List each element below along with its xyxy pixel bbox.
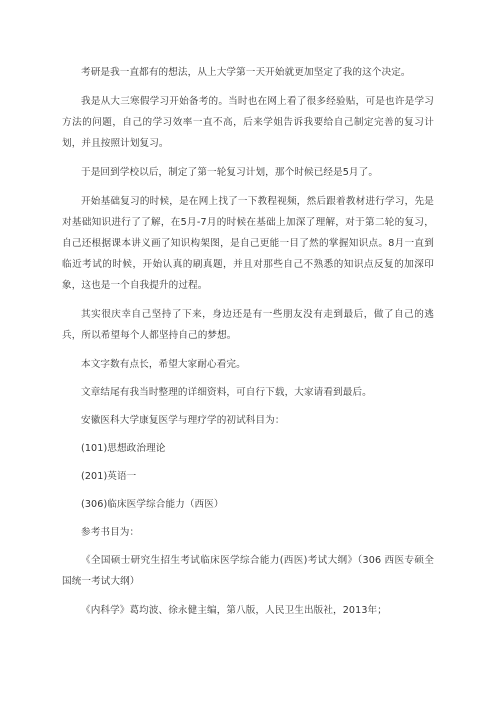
- paragraph-persistence: 其实很庆幸自己坚持了下来，身边还是有一些朋友没有走到最后，做了自己的逃兵，所以希望每个人都坚持自己的梦想。: [62, 309, 434, 341]
- paragraph-reference-syllabus: 《全国硕士研究生招生考试临床医学综合能力(西医)考试大纲》（306 西医专硕全国统一考试大纲）: [62, 555, 434, 587]
- document-page: [62, 62, 434, 629]
- paragraph-references-heading: 参考书目为：: [81, 527, 140, 538]
- paragraph-first-plan: 于是回到学校以后，制定了第一轮复习计划，那个时候已经是5月了。: [81, 167, 379, 178]
- paragraph-subject-english: (201)英语一: [81, 471, 137, 482]
- paragraph-start-prep: 我是从大三寒假学习开始备考的。当时也在网上看了很多经验贴，可是也许是学习方法的问题，自己的学习效率一直不高，后来学姐告诉我要给自己制定完善的复习计划，并且按照计划复习。: [62, 96, 434, 149]
- paragraph-intro: 考研是我一直都有的想法，从上大学第一天开始就更加坚定了我的这个决定。: [81, 67, 411, 78]
- paragraph-subject-medicine: (306)临床医学综合能力（西医）: [81, 499, 224, 510]
- paragraph-subjects-heading: 安徽医科大学康复医学与理疗学的初试科目为：: [81, 415, 285, 426]
- paragraph-note-length: 本文字数有点长，希望大家耐心看完。: [81, 359, 246, 370]
- paragraph-subject-politics: (101)思想政治理论: [81, 443, 166, 454]
- paragraph-basic-review: 开始基础复习的时候，是在网上找了一下教程视频，然后跟着教材进行学习，先是对基础知识进行了了解，在5月-7月的时候在基础上加深了理解，对于第二轮的复习，自己还根据课本讲义画了知识构架图，是自己更能一目了然的掌握知识点。8月一直到临近考试的时候，开始认真的刷真题，并且对那些自己不熟悉的知识点反复的加深印象，这也是一个自我提升的过程。: [62, 196, 434, 291]
- paragraph-reference-internal-medicine: 《内科学》葛均波、徐永健主编，第八版，人民卫生出版社，2013年；: [81, 605, 387, 616]
- paragraph-note-materials: 文章结尾有我当时整理的详细资料，可自行下载，大家请看到最后。: [81, 387, 372, 398]
